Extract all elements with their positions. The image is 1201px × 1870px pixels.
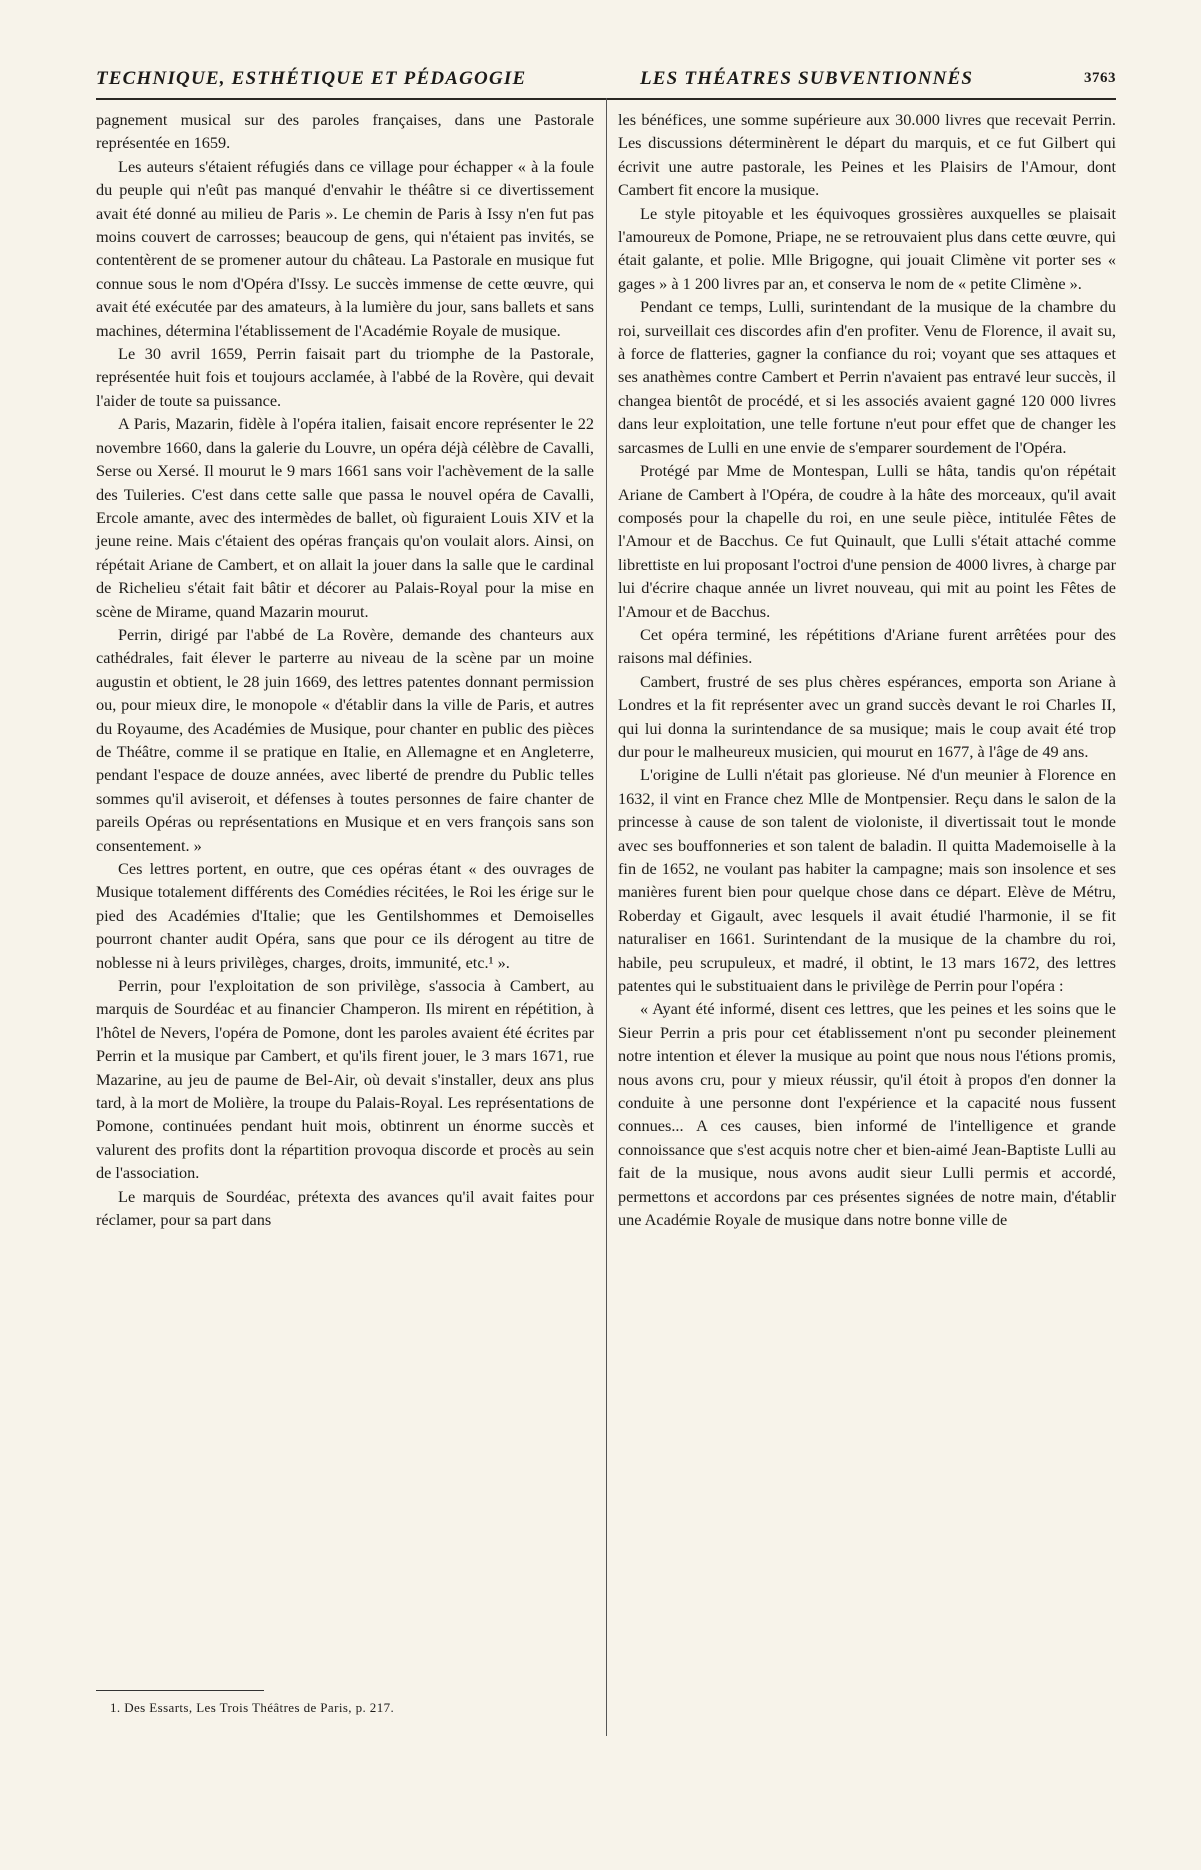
page-number: 3763 [1084, 70, 1116, 86]
paragraph: Cet opéra terminé, les répétitions d'Ariane furent arrêtées pour des raisons mal définies. [618, 624, 1116, 668]
footnote-rule [96, 1690, 264, 1691]
paragraph: Cambert, frustré de ses plus chères espérances, emporta son Ariane à Londres et la fit représenter avec un grand succès devant le roi Charles II, qui lui donna la surintendance de sa musique; mais le coup avait été trop dur pour le malheureux musicien, qui mourut en 1677, à l'âge de 49 ans. [618, 671, 1116, 761]
paragraph: pagnement musical sur des paroles françaises, dans une Pastorale représentée en 1659. [96, 110, 594, 153]
paragraph: Ces lettres portent, en outre, que ces opéras étant « des ouvrages de Musique totalement différents des Comédies récitées, le Roi les érige sur le pied des Académies d'Italie; que les Gentilshommes et Demoiselles pourront chanter audit Opéra, sans que pour ce ils dérogent au titre de noblesse ni à leurs privilèges, charges, droits, immunité, etc.¹ ». [96, 859, 594, 972]
paragraph: Perrin, pour l'exploitation de son privilège, s'associa à Cambert, au marquis de Sourdéac et au financier Champeron. Ils mirent en répétition, à l'hôtel de Nevers, l'opéra de Pomone, dont les paroles avaient été écrites par Perrin et la musique par Cambert, et qu'ils firent jouer, le 3 mars 1671, rue Mazarine, au jeu de paume de Bel-Air, où devait s'installer, deux ans plus tard, à la mort de Molière, la troupe du Palais-Royal. Les représentations de Pomone, continuées pendant huit mois, obtinrent un énorme succès et valurent des profits dont la répartition provoqua discorde et procès au sein de l'association. [96, 976, 594, 1183]
paragraph: Les auteurs s'étaient réfugiés dans ce village pour échapper « à la foule du peuple qui n'eût pas manqué d'envahir le théâtre si ce divertissement avait été donné au milieu de Paris ». Le chemin de Paris à Issy n'en fut pas moins couvert de carrosses; beaucoup de gens, qui n'étaient pas invités, se contentèrent de se promener autour du château. La Pastorale en musique fut connue sous le nom d'Opéra d'Issy. Le succès immense de cette œuvre, qui avait été exécutée par des amateurs, à la lumière du jour, sans ballets et sans machines, détermina l'établissement de l'Académie Royale de musique. [96, 156, 594, 340]
right-column [618, 108, 1116, 1232]
paragraph: Pendant ce temps, Lulli, surintendant de la musique de la chambre du roi, surveillait ces discordes afin d'en profiter. Venu de Florence, il avait su, à force de flatteries, gagner la confiance du roi; voyant que ses attaques et ses anathèmes contre Cambert et Perrin n'avaient pas entravé leur succès, il changea bientôt de procédé, et si les associés avaient gagné 120 000 livres dans leur exploitation, une telle fortune n'eut pour effet que de changer les sarcasmes de Lulli en une envie de s'emparer sourdement de l'Opéra. [618, 297, 1116, 457]
footnote: 1. Des Essarts, Les Trois Théâtres de Paris, p. 217. [110, 1700, 395, 1715]
paragraph: les bénéfices, une somme supérieure aux 30.000 livres que recevait Perrin. Les discussions déterminèrent le départ du marquis, et ce fut Gilbert qui écrivit une autre pastorale, les Peines et les Plaisirs de l'Amour, dont Cambert fit encore la musique. [618, 110, 1116, 200]
paragraph: Le marquis de Sourdéac, prétexta des avances qu'il avait faites pour réclamer, pour sa part dans [96, 1186, 594, 1230]
header-right-title: LES THÉATRES SUBVENTIONNÉS [640, 68, 974, 89]
paragraph: « Ayant été informé, disent ces lettres, que les peines et les soins que le Sieur Perrin a pris pour cet établissement n'ont pu seconder pleinement notre intention et élever la musique au point que nous nous l'étions promis, nous avons cru, pour y mieux réussir, qu'il étoit à propos d'en donner la conduite à une personne dont l'expérience et la capacité nous fussent connues... A ces causes, bien informé de l'intelligence et grande connoissance que s'est acquis notre cher et bien-aimé Jean-Baptiste Lulli au fait de la musique, nous avons audit sieur Lulli permis et accordé, permettons et accordons par ces présentes signées de notre main, d'établir une Académie Royale de musique dans notre bonne ville de [618, 999, 1116, 1230]
running-header [96, 68, 1116, 98]
paragraph: Perrin, dirigé par l'abbé de La Rovère, demande des chanteurs aux cathédrales, fait élever le parterre au niveau de la scène par un moine augustin et obtient, le 28 juin 1669, des lettres patentes donnant permission ou, pour mieux dire, le monopole « d'établir dans la ville de Paris, et autres du Royaume, des Académies de Musique, pour chanter en public des pièces de Théâtre, comme il se pratique en Italie, en Allemagne et en Angleterre, pendant l'espace de douze années, avec liberté de prendre du Public telles sommes qu'il aviseroit, et défenses à toutes personnes de faire chanter de pareils Opéras ou représentations en Musique et en vers françois sans son consentement. » [96, 624, 594, 855]
paragraph: Le 30 avril 1659, Perrin faisait part du triomphe de la Pastorale, représentée huit fois et toujours acclamée, à l'abbé de la Rovère, qui devait l'aider de toute sa puissance. [96, 344, 594, 410]
header-left-title: TECHNIQUE, ESTHÉTIQUE ET PÉDAGOGIE [96, 68, 527, 89]
paragraph: Protégé par Mme de Montespan, Lulli se hâta, tandis qu'on répétait Ariane de Cambert à l'Opéra, de coudre à la hâte des morceaux, qu'il avait composés pour la chapelle du roi, en une seule pièce, intitulée Fêtes de l'Amour et de Bacchus. Ce fut Quinault, que Lulli s'était attaché comme librettiste en lui proposant l'octroi d'une pension de 4000 livres, à charge par lui d'écrire chaque année un livret nouveau, qui mit au point les Fêtes de l'Amour et de Bacchus. [618, 461, 1116, 621]
column-divider [606, 98, 607, 1736]
paragraph: A Paris, Mazarin, fidèle à l'opéra italien, faisait encore représenter le 22 novembre 1660, dans la galerie du Louvre, un opéra déjà célèbre de Cavalli, Serse ou Xersé. Il mourut le 9 mars 1661 sans voir l'achèvement de la salle des Tuileries. C'est dans cette salle que passa le nouvel opéra de Cavalli, Ercole amante, avec des intermèdes de ballet, où figuraient Louis XIV et la jeune reine. Mais c'étaient des opéras français qu'on voulait alors. Ainsi, on répétait Ariane de Cambert, et on allait la jouer dans la salle que le cardinal de Richelieu s'était fait bâtir et décorer au Palais-Royal pour la mise en scène de Mirame, quand Mazarin mourut. [96, 414, 594, 621]
paragraph: Le style pitoyable et les équivoques grossières auxquelles se plaisait l'amoureux de Pomone, Priape, ne se retrouvaient plus dans cette œuvre, qui était galante, et polie. Mlle Brigogne, qui jouait Climène vit porter ses « gages » à 1 200 livres par an, et conserva le nom de « petite Climène ». [618, 203, 1116, 293]
left-column [96, 108, 594, 1232]
paragraph: L'origine de Lulli n'était pas glorieuse. Né d'un meunier à Florence en 1632, il vint en France chez Mlle de Montpensier. Reçu dans le salon de la princesse à cause de son talent de violoniste, il divertissait tout le monde avec ses bouffonneries et son talent de baladin. Il quitta Mademoiselle à la fin de 1652, ne voulant pas habiter la campagne; mais son insolence et ses manières furent bien pour quelque chose dans ce départ. Elève de Métru, Roberday et Gigault, avec lesquels il avait étudié l'harmonie, il se fit naturaliser en 1661. Surintendant de la musique de la chambre du roi, habile, peu scrupuleux, et madré, il obtint, le 13 mars 1672, des lettres patentes qui le substituaient dans le privilège de Perrin pour l'opéra : [618, 765, 1116, 996]
